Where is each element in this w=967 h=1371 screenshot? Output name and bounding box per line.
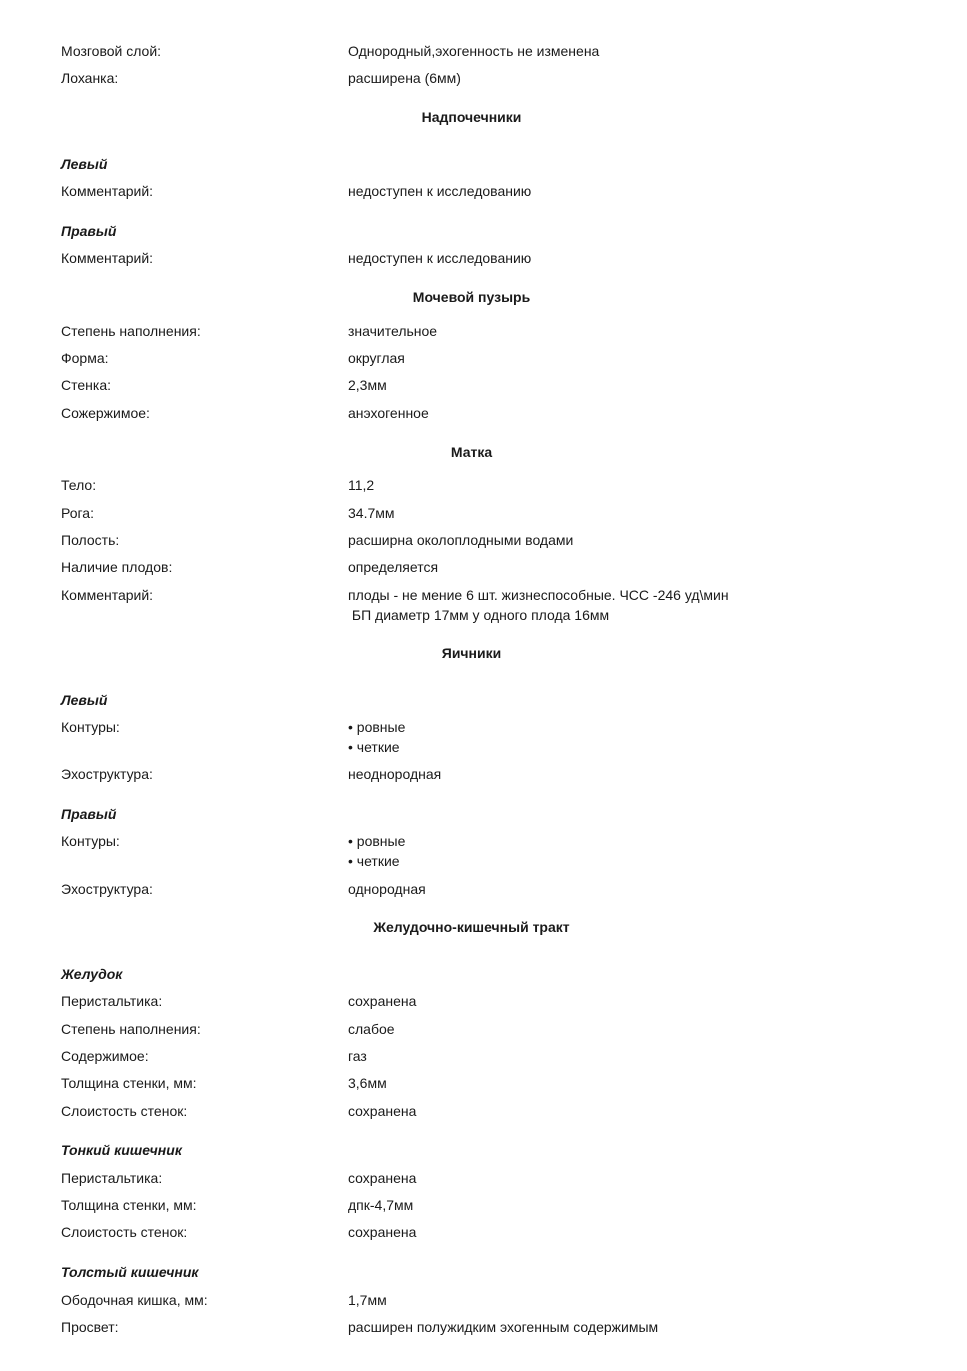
field-label: Степень наполнения: [61, 1021, 201, 1037]
field-value: 1,7мм [348, 1292, 387, 1308]
bullet-item: • ровные [348, 833, 406, 849]
field-value: сохранена [348, 1170, 417, 1186]
field-value: сохранена [348, 1224, 417, 1240]
field-value: расширена (6мм) [348, 70, 461, 86]
section-title-gi-tract: Желудочно-кишечный тракт [373, 919, 570, 935]
section-title-adrenals: Надпочечники [421, 109, 522, 125]
field-value: значительное [348, 323, 438, 339]
field-label: Комментарий: [61, 250, 154, 266]
field-label: Мозговой слой: [61, 43, 162, 59]
field-value: сохранена [348, 1103, 417, 1119]
field-label: Ободочная кишка, мм: [61, 1292, 208, 1308]
field-label: Толщина стенки, мм: [61, 1075, 197, 1091]
field-label: Сожержимое: [61, 405, 150, 421]
field-label: Перистальтика: [61, 1170, 163, 1186]
field-label: Контуры: [61, 719, 120, 735]
subsection-title-large-intestine: Толстый кишечник [61, 1264, 199, 1280]
field-value: сохранена [348, 993, 417, 1009]
field-label: Просвет: [61, 1319, 119, 1335]
field-label: Эхоструктура: [61, 881, 153, 897]
field-label: Толщина стенки, мм: [61, 1197, 197, 1213]
field-value: неоднородная [348, 766, 442, 782]
field-label: Содержимое: [61, 1048, 149, 1064]
field-label: Комментарий: [61, 183, 154, 199]
field-value: 2,3мм [348, 377, 387, 393]
field-value: округлая [348, 350, 405, 366]
subsection-title-stomach: Желудок [61, 966, 123, 982]
field-label: Контуры: [61, 833, 120, 849]
bullet-item: • ровные [348, 719, 406, 735]
field-value: слабое [348, 1021, 395, 1037]
field-value: 3,6мм [348, 1075, 387, 1091]
subsection-title-small-intestine: Тонкий кишечник [61, 1142, 182, 1158]
bullet-item: • четкие [348, 853, 400, 869]
field-value: 11,2 [348, 477, 375, 493]
field-label: Форма: [61, 350, 109, 366]
field-value: 34.7мм [348, 505, 395, 521]
subsection-title-right-ovary: Правый [61, 806, 117, 822]
field-label: Лоханка: [61, 70, 119, 86]
field-label: Слоистость стенок: [61, 1224, 188, 1240]
field-value: однородная [348, 881, 426, 897]
field-value: расширна околоплодными водами [348, 532, 574, 548]
field-value [348, 585, 729, 625]
subsection-title-right-adrenal: Правый [61, 223, 117, 239]
field-label: Комментарий: [61, 587, 154, 603]
value-line: плоды - не мение 6 шт. жизнеспособные. ЧСС -246 уд\мин [348, 587, 729, 603]
field-label: Перистальтика: [61, 993, 163, 1009]
field-value [348, 831, 405, 871]
field-value: дпк-4,7мм [348, 1197, 414, 1213]
field-value: расширен полужидким эхогенным содержимым [348, 1319, 659, 1335]
field-label: Стенка: [61, 377, 111, 393]
value-line: БП диаметр 17мм у одного плода 16мм [348, 607, 610, 623]
field-label: Степень наполнения: [61, 323, 201, 339]
field-value [348, 717, 405, 757]
field-label: Эхоструктура: [61, 766, 153, 782]
field-label: Слоистость стенок: [61, 1103, 188, 1119]
section-title-ovaries: Яичники [441, 645, 502, 661]
field-value: газ [348, 1048, 367, 1064]
field-label: Рога: [61, 505, 94, 521]
field-label: Наличие плодов: [61, 559, 173, 575]
field-label: Полость: [61, 532, 120, 548]
field-label: Тело: [61, 477, 97, 493]
bullet-item: • четкие [348, 739, 400, 755]
section-title-uterus: Матка [450, 444, 493, 460]
subsection-title-left-adrenal: Левый [61, 156, 108, 172]
field-value: Однородный,эхогенность не изменена [348, 43, 600, 59]
field-value: недоступен к исследованию [348, 183, 532, 199]
field-value: определяется [348, 559, 439, 575]
subsection-title-left-ovary: Левый [61, 692, 108, 708]
field-value: анэхогенное [348, 405, 429, 421]
field-value: недоступен к исследованию [348, 250, 532, 266]
section-title-bladder: Мочевой пузырь [412, 289, 531, 305]
